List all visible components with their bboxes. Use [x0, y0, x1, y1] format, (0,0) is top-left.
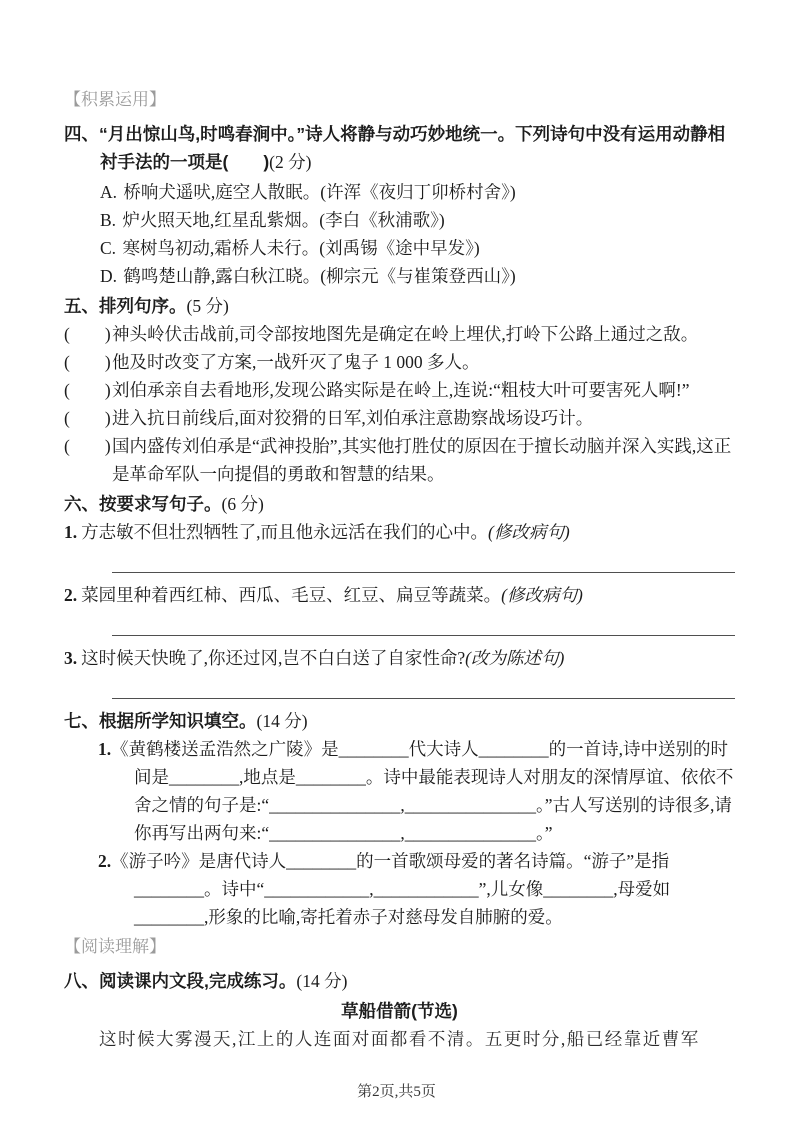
question-5-title: 排列句序。	[99, 296, 187, 316]
rewrite-item-3-instruction: (改为陈述句)	[465, 648, 565, 668]
fill-blank-item-1	[64, 735, 735, 847]
question-4-options	[64, 178, 735, 290]
option-a-text: 桥响犬遥吠,庭空人散眠。(许浑《夜归丁卯桥村舍》)	[123, 182, 516, 202]
sequence-item-2	[64, 348, 735, 376]
option-b-label: B.	[100, 210, 117, 230]
question-5-heading	[64, 292, 735, 320]
option-d	[100, 262, 735, 290]
rewrite-item-3	[64, 644, 735, 672]
sequence-item-1	[64, 320, 735, 348]
sequence-item-3-text: 刘伯承亲自去看地形,发现公路实际是在岭上,连说:“粗枝大叶可要害死人啊!”	[112, 380, 690, 400]
question-8-heading	[64, 967, 735, 995]
sequence-item-5-text: 国内盛传刘伯承是“武神投胎”,其实他打胜仗的原因在于擅长动脑并深入实践,这正是革命军队一向提倡的勇敢和智慧的结果。	[112, 436, 732, 484]
question-5-points: (5 分)	[186, 296, 229, 316]
rewrite-item-2-text: 菜园里种着西红柿、西瓜、毛豆、红豆、扁豆等蔬菜。	[81, 585, 502, 605]
rewrite-item-1	[64, 518, 735, 546]
passage-text: 这时候大雾漫天,江上的人连面对面都看不清。五更时分,船已经靠近曹军	[99, 1029, 700, 1049]
sequence-item-4-text: 进入抗日前线后,面对狡猾的日军,刘伯承注意勘察战场设巧计。	[112, 408, 594, 428]
fill-blank-item-2-number: 2.	[98, 851, 112, 871]
question-7-title: 根据所学知识填空。	[99, 711, 257, 731]
question-8-title: 阅读课内文段,完成练习。	[99, 971, 297, 991]
rewrite-item-1-number: 1.	[64, 522, 78, 542]
option-a-label: A.	[100, 182, 118, 202]
answer-paren-5: ( )	[64, 436, 111, 456]
question-4-points: (2 分)	[269, 152, 312, 172]
question-8-number: 八、	[64, 971, 99, 991]
question-6-heading	[64, 490, 735, 518]
question-4-stem	[64, 120, 735, 176]
option-d-text: 鹤鸣楚山静,露白秋江晓。(柳宗元《与崔策登西山》)	[123, 266, 516, 286]
answer-line-2	[112, 609, 735, 636]
fill-blank-item-2-text: 《游子吟》是唐代诗人________的一首歌颂母爱的著名诗篇。“游子”是指________。诗中“____________,____________”,儿女像________,母爱如________,形象的比喻,寄托着赤子对慈母发自肺腑的爱。	[111, 851, 671, 927]
sequence-item-3	[64, 376, 735, 404]
fill-blank-item-2	[64, 847, 735, 931]
question-8-points: (14 分)	[296, 971, 348, 991]
rewrite-item-3-number: 3.	[64, 648, 78, 668]
answer-line-1	[112, 546, 735, 573]
question-5-number: 五、	[64, 296, 99, 316]
option-b-text: 炉火照天地,红星乱紫烟。(李白《秋浦歌》)	[122, 210, 445, 230]
question-7-items	[64, 735, 735, 931]
option-a	[100, 178, 735, 206]
question-6-title: 按要求写句子。	[99, 494, 222, 514]
page-number-indicator: 第2页,共5页	[357, 1084, 436, 1100]
sequence-item-1-text: 神头岭伏击战前,司令部按地图先是确定在岭上埋伏,打岭下公路上通过之敌。	[112, 324, 699, 344]
fill-blank-item-1-number: 1.	[98, 739, 112, 759]
question-7-number: 七、	[64, 711, 99, 731]
section-label-accumulate: 【积累运用】	[64, 90, 166, 109]
question-6-points: (6 分)	[221, 494, 264, 514]
answer-paren-3: ( )	[64, 380, 111, 400]
question-7-points: (14 分)	[256, 711, 308, 731]
rewrite-item-1-text: 方志敏不但壮烈牺牲了,而且他永远活在我们的心中。	[81, 522, 488, 542]
question-4-text: “月出惊山鸟,时鸣春涧中。”诗人将静与动巧妙地统一。下列诗句中没有运用动静相衬手法的一项是( )	[99, 124, 726, 172]
answer-paren-4: ( )	[64, 408, 111, 428]
answer-line-3	[112, 672, 735, 699]
answer-paren-1: ( )	[64, 324, 111, 344]
option-b	[100, 206, 735, 234]
question-4-number: 四、	[64, 124, 99, 144]
sequence-item-4	[64, 404, 735, 432]
option-d-label: D.	[100, 266, 118, 286]
answer-paren-2: ( )	[64, 352, 111, 372]
option-c-text: 寒树鸟初动,霜桥人未行。(刘禹锡《途中早发》)	[122, 238, 480, 258]
rewrite-item-2	[64, 581, 735, 609]
option-c-label: C.	[100, 238, 117, 258]
rewrite-item-2-instruction: (修改病句)	[501, 585, 583, 605]
section-label-reading: 【阅读理解】	[64, 937, 166, 956]
rewrite-item-2-number: 2.	[64, 585, 78, 605]
question-5-items	[64, 320, 735, 488]
sequence-item-2-text: 他及时改变了方案,一战歼灭了鬼子 1 000 多人。	[112, 352, 480, 372]
question-7-heading	[64, 707, 735, 735]
rewrite-item-1-instruction: (修改病句)	[488, 522, 570, 542]
option-c	[100, 234, 735, 262]
question-6-items	[64, 518, 735, 699]
fill-blank-item-1-text: 《黄鹤楼送孟浩然之广陵》是________代大诗人________的一首诗,诗中送别的时间是________,地点是________。诗中最能表现诗人对朋友的深情厚谊、依依不舍之情的句子是:“_______________,_______________。”古人写送别的诗很多,请你再写出两句来:“_______________,_______________。”	[111, 739, 734, 843]
passage-title: 草船借箭(节选)	[341, 1001, 458, 1021]
rewrite-item-3-text: 这时候天快晚了,你还过冈,岂不白白送了自家性命?	[81, 648, 466, 668]
question-6-number: 六、	[64, 494, 99, 514]
sequence-item-5	[64, 432, 735, 488]
